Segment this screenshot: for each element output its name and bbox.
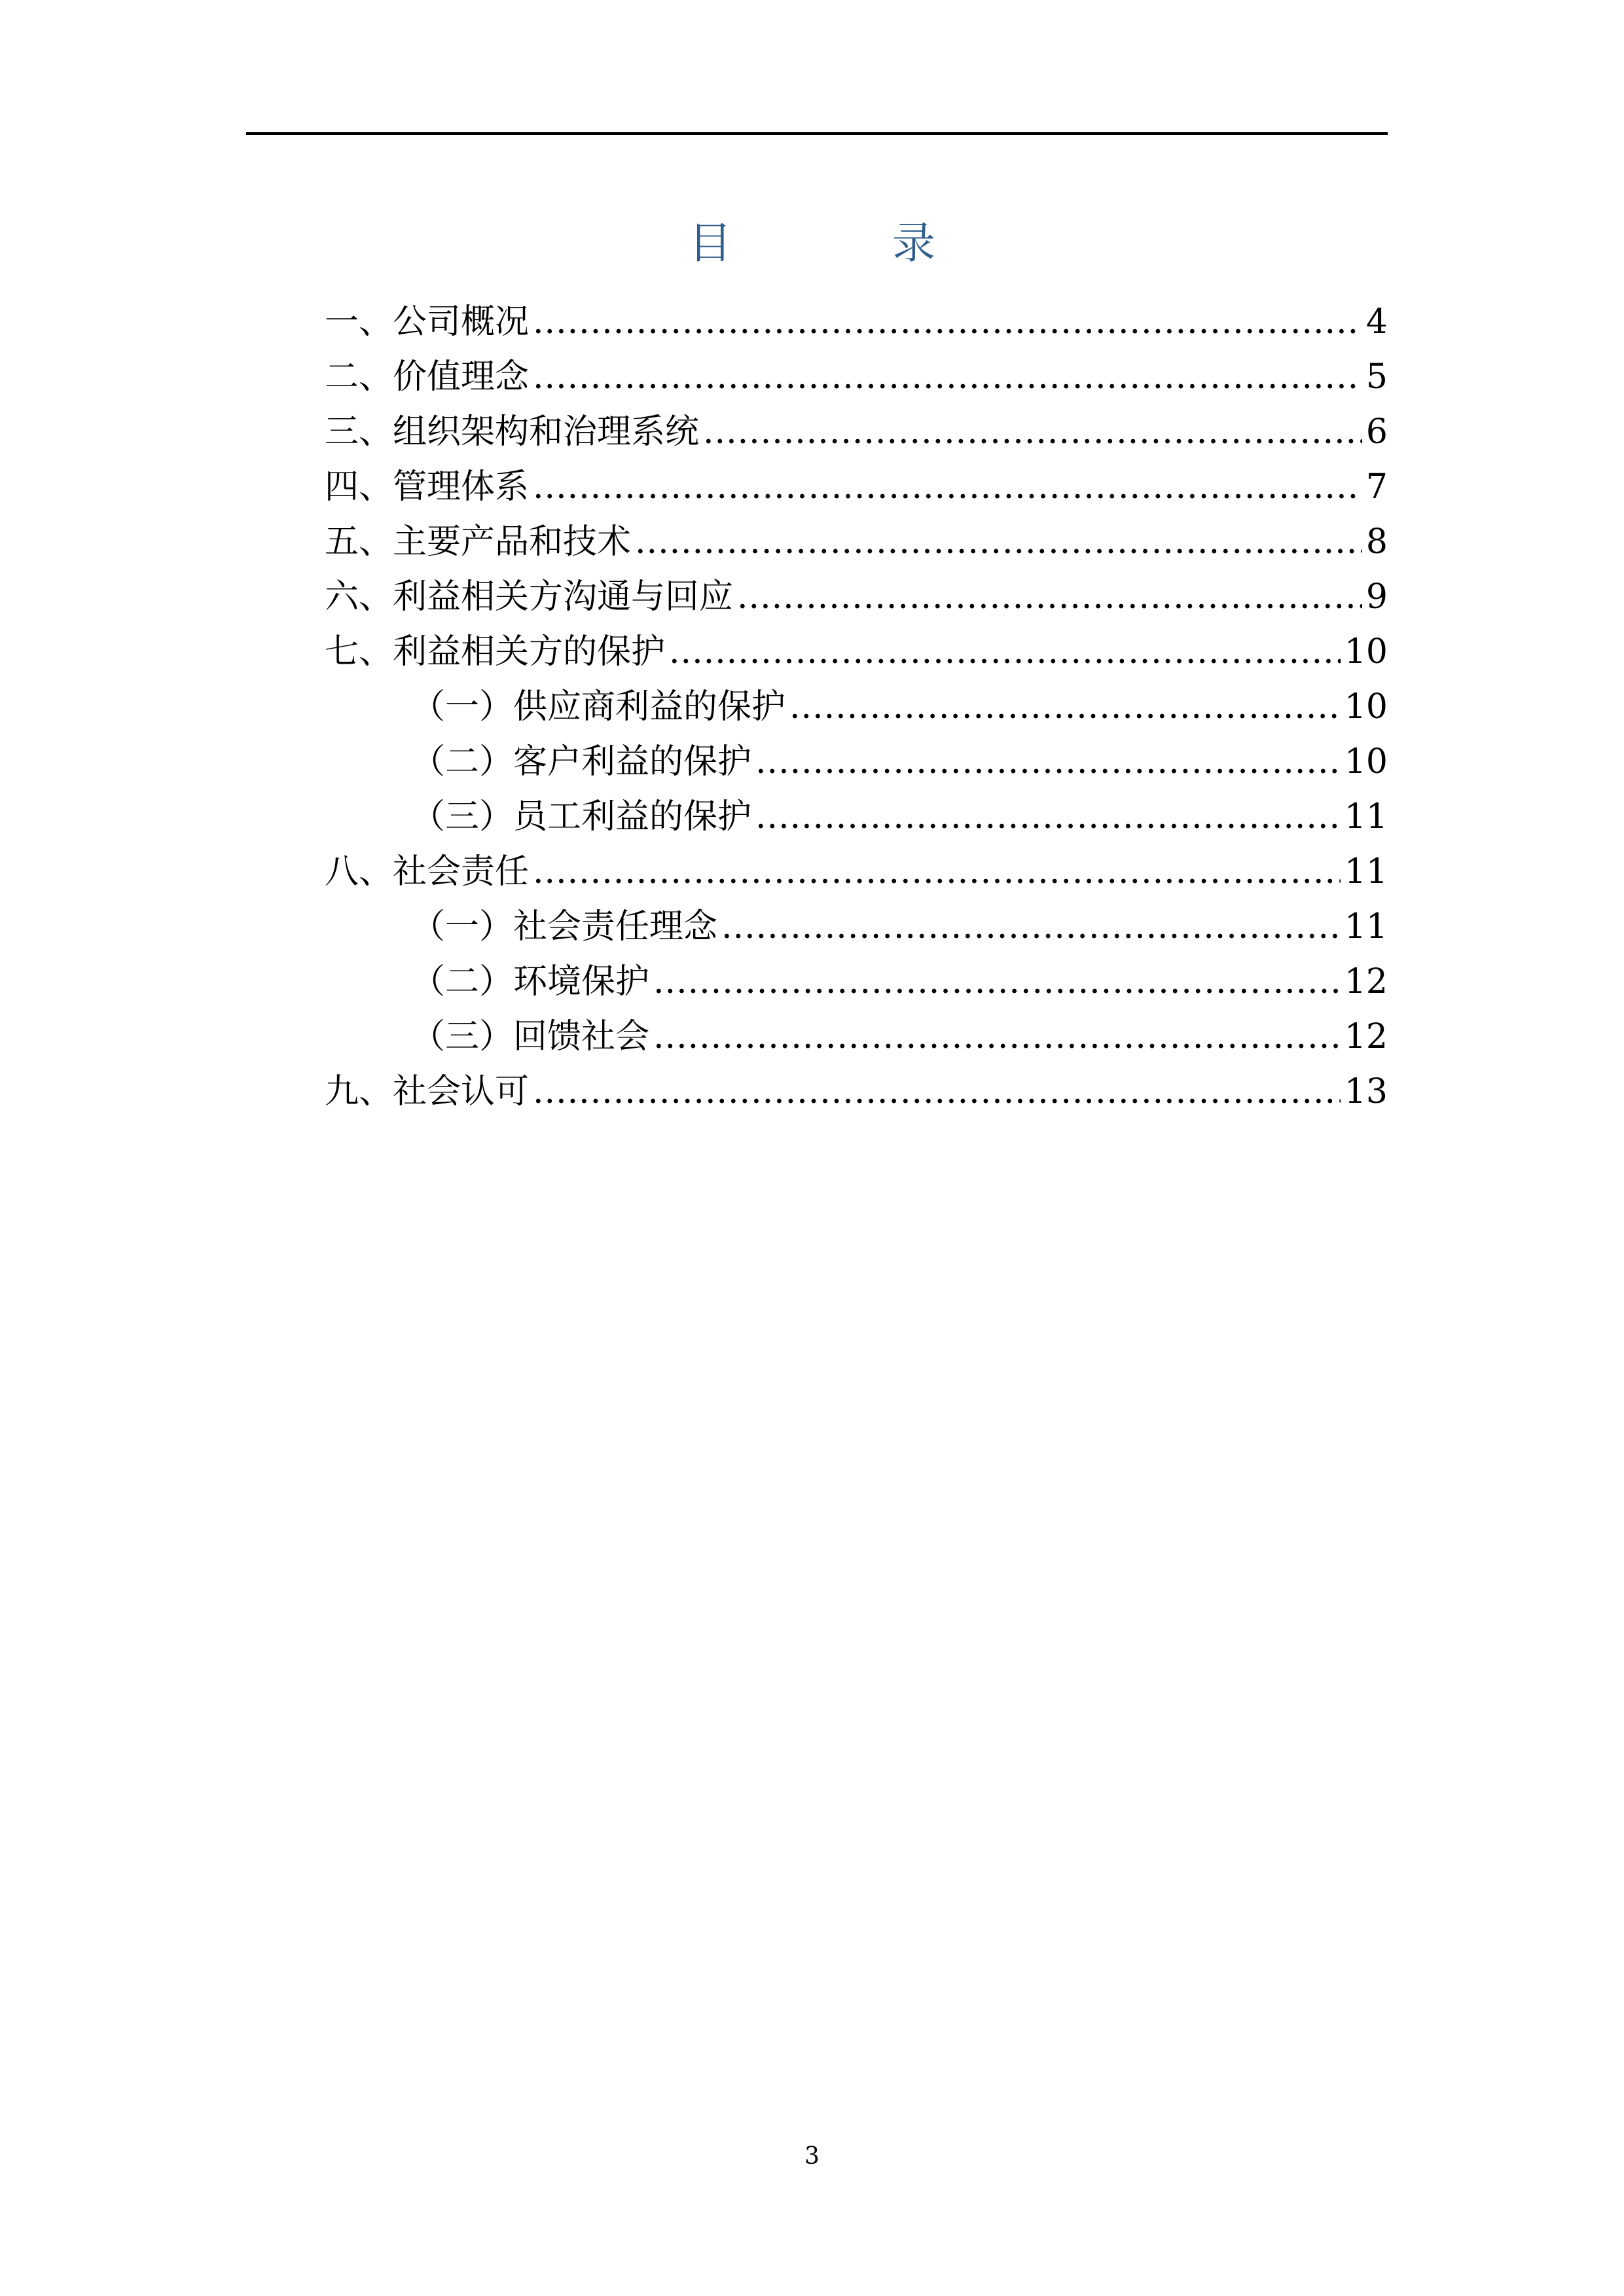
toc-entry-label: （二）客户利益的保护	[411, 742, 752, 781]
toc-subentry-8-3[interactable]	[325, 1009, 1388, 1064]
toc-entry-label: （三）员工利益的保护	[411, 797, 752, 836]
toc-entry-label: 一、公司概况	[325, 302, 530, 342]
toc-dot-leader	[533, 350, 1362, 404]
toc-entry-label: 四、管理体系	[325, 467, 530, 507]
toc-dot-leader	[653, 1009, 1341, 1064]
toc-dot-leader	[755, 734, 1341, 789]
toc-entry-page: 12	[1344, 1017, 1388, 1056]
toc-entry-8[interactable]	[325, 844, 1388, 899]
toc-dot-leader	[533, 844, 1341, 899]
toc-entry-page: 7	[1365, 467, 1388, 507]
toc-entry-1[interactable]	[325, 295, 1388, 350]
toc-entry-label: （一）供应商利益的保护	[411, 687, 786, 726]
toc-entry-3[interactable]	[325, 404, 1388, 459]
toc-entry-page: 10	[1344, 742, 1388, 781]
toc-entry-2[interactable]	[325, 350, 1388, 404]
toc-entry-page: 11	[1344, 852, 1388, 891]
toc-entry-label: 三、组织架构和治理系统	[325, 412, 700, 452]
toc-subentry-8-1[interactable]	[325, 899, 1388, 954]
toc-dot-leader	[721, 899, 1341, 954]
toc-entry-page: 10	[1344, 632, 1388, 672]
toc-entry-label: 八、社会责任	[325, 852, 530, 891]
toc-entry-label: 二、价值理念	[325, 357, 530, 397]
toc-entry-page: 9	[1365, 577, 1388, 617]
toc-entry-page: 12	[1344, 962, 1388, 1001]
page-title: 目 录	[689, 218, 1009, 268]
toc-entry-page: 6	[1365, 412, 1388, 452]
toc-entry-page: 11	[1344, 797, 1388, 836]
toc-entry-6[interactable]	[325, 569, 1388, 624]
toc-entry-page: 10	[1344, 687, 1388, 726]
toc-dot-leader	[533, 459, 1362, 514]
toc-dot-leader	[669, 624, 1341, 679]
toc-entry-label: （三）回馈社会	[411, 1017, 650, 1056]
toc-entry-label: （一）社会责任理念	[411, 907, 718, 946]
toc-subentry-8-2[interactable]	[325, 954, 1388, 1009]
page-number: 3	[804, 2143, 820, 2170]
toc-subentry-7-1[interactable]	[325, 679, 1388, 734]
toc-entry-page: 8	[1365, 522, 1388, 562]
toc-entry-4[interactable]	[325, 459, 1388, 514]
toc-entry-page: 4	[1365, 302, 1388, 342]
toc-dot-leader	[789, 679, 1341, 734]
toc-dot-leader	[755, 789, 1341, 844]
toc-entry-label: 七、利益相关方的保护	[325, 632, 666, 672]
toc-entry-page: 13	[1344, 1072, 1388, 1111]
toc-entry-9[interactable]	[325, 1064, 1388, 1119]
toc-dot-leader	[635, 514, 1362, 569]
toc-entry-label: 五、主要产品和技术	[325, 522, 632, 562]
header-rule	[246, 132, 1388, 135]
toc-dot-leader	[533, 1064, 1341, 1119]
toc-entry-label: 六、利益相关方沟通与回应	[325, 577, 734, 617]
toc-entry-label: 九、社会认可	[325, 1072, 530, 1111]
toc-entry-7[interactable]	[325, 624, 1388, 679]
toc-entry-page: 5	[1365, 357, 1388, 397]
toc-dot-leader	[703, 404, 1362, 459]
toc-dot-leader	[653, 954, 1341, 1009]
toc-subentry-7-2[interactable]	[325, 734, 1388, 789]
toc-entry-label: （二）环境保护	[411, 962, 650, 1001]
toc-entry-page: 11	[1344, 907, 1388, 946]
toc-entry-5[interactable]	[325, 514, 1388, 569]
toc-subentry-7-3[interactable]	[325, 789, 1388, 844]
toc-dot-leader	[737, 569, 1362, 624]
toc-dot-leader	[533, 295, 1362, 350]
table-of-contents	[325, 295, 1388, 1119]
